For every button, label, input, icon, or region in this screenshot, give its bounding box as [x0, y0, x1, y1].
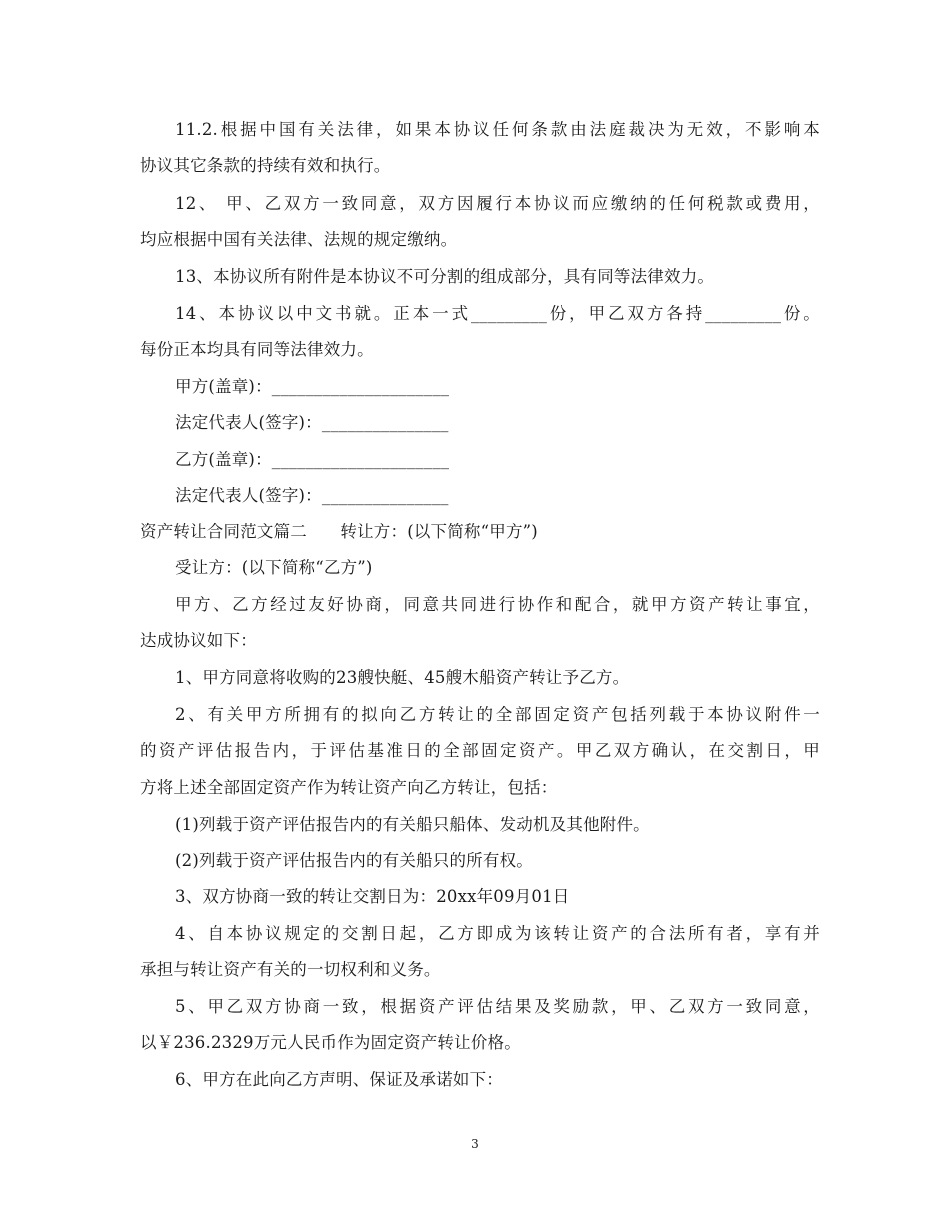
paragraph-12-line-2: 均应根据中国有关法律、法规的规定缴纳。	[140, 230, 458, 249]
paragraph-11-2-line-1: 11.2.根据中国有关法律，如果本协议任何条款由法庭裁决为无效，不影响本	[175, 120, 820, 139]
clause-1: 1、甲方同意将收购的23艘快艇、45艘木船资产转让予乙方。	[175, 668, 630, 687]
clause-4-line-1: 4、自本协议规定的交割日起，乙方即成为该转让资产的合法所有者，享有并	[175, 924, 820, 943]
party-a-seal-line: 甲方(盖章)：_____________________	[175, 377, 450, 396]
paragraph-13: 13、本协议所有附件是本协议不可分割的组成部分，具有同等法律效力。	[175, 267, 715, 286]
clause-3: 3、双方协商一致的转让交割日为：20xx年09月01日	[175, 887, 570, 906]
clause-2-line-2: 的资产评估报告内，于评估基准日的全部固定资产。甲乙双方确认，在交割日，甲	[140, 741, 820, 760]
clause-4-line-2: 承担与转让资产有关的一切权利和义务。	[140, 960, 441, 979]
section-heading-transferor: 资产转让合同范文篇二 转让方：(以下简称“甲方”)	[140, 522, 538, 541]
clause-2-item-1: (1)列载于资产评估报告内的有关船只船体、发动机及其他附件。	[175, 815, 650, 834]
party-b-representative-line: 法定代表人(签字)：_______________	[175, 486, 449, 505]
clause-5-line-1: 5、甲乙双方协商一致，根据资产评估结果及奖励款，甲、乙双方一致同意，	[175, 997, 820, 1016]
clause-2-line-3: 方将上述全部固定资产作为转让资产向乙方转让，包括：	[140, 778, 558, 797]
party-a-representative-line: 法定代表人(签字)：_______________	[175, 413, 449, 432]
clause-2-item-2: (2)列载于资产评估报告内的有关船只的所有权。	[175, 851, 533, 870]
preamble-line-2: 达成协议如下：	[140, 631, 257, 650]
party-b-seal-line: 乙方(盖章)：_____________________	[175, 450, 450, 469]
preamble-line-1: 甲方、乙方经过友好协商，同意共同进行协作和配合，就甲方资产转让事宜，	[175, 595, 820, 614]
clause-5-line-2: 以￥236.2329万元人民币作为固定资产转让价格。	[140, 1033, 521, 1052]
clause-6: 6、甲方在此向乙方声明、保证及承诺如下：	[175, 1070, 503, 1089]
paragraph-12-line-1: 12、 甲、乙双方一致同意，双方因履行本协议而应缴纳的任何税款或费用，	[175, 194, 820, 213]
paragraph-14-line-1: 14、本协议以中文书就。正本一式_________份，甲乙双方各持_________份。	[175, 304, 820, 323]
paragraph-14-line-2: 每份正本均具有同等法律效力。	[140, 340, 374, 359]
paragraph-11-2-line-2: 协议其它条款的持续有效和执行。	[140, 156, 391, 175]
page-number: 3	[471, 1137, 479, 1151]
transferee-line: 受让方：(以下简称“乙方”)	[175, 558, 373, 577]
clause-2-line-1: 2、有关甲方所拥有的拟向乙方转让的全部固定资产包括列载于本协议附件一	[175, 705, 820, 724]
